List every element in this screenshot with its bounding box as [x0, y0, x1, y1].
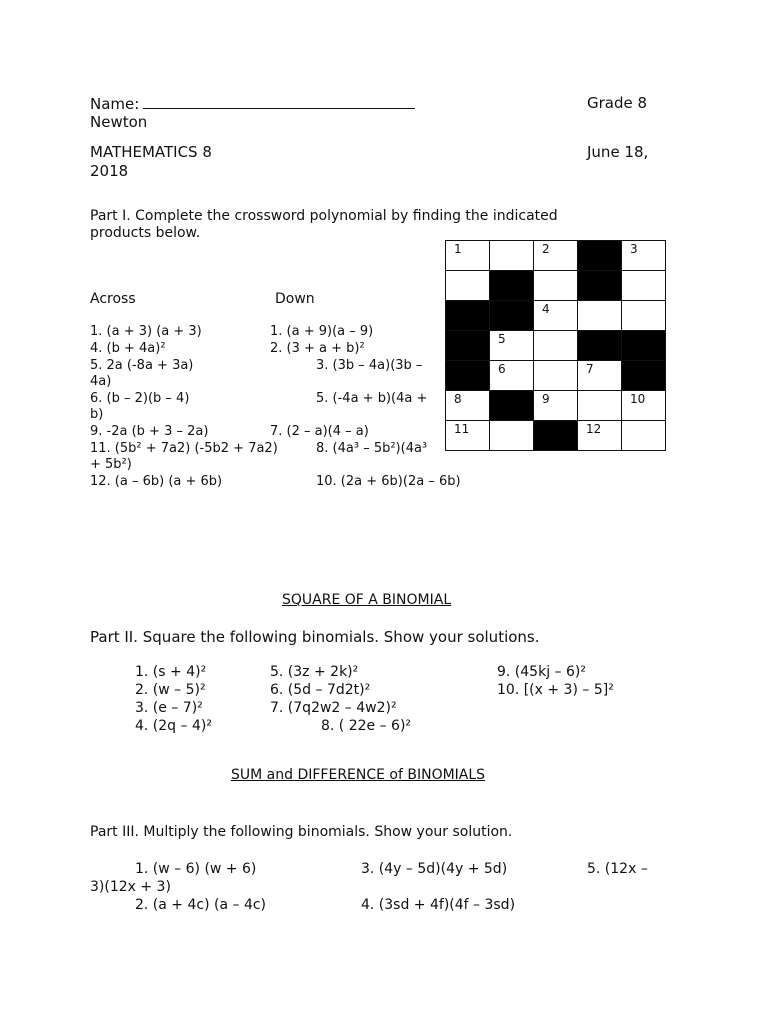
- crossword-cell[interactable]: [490, 331, 534, 361]
- crossword-row: [446, 271, 666, 301]
- crossword-cell-number: 8: [454, 392, 462, 406]
- crossword-row: [446, 361, 666, 391]
- crossword-row: [446, 301, 666, 331]
- crossword-cell[interactable]: [622, 271, 666, 301]
- binomial-item: 9. (45kj – 6)²: [497, 664, 586, 680]
- crossword-cell[interactable]: [446, 421, 490, 451]
- crossword-cell-black: [578, 331, 622, 361]
- subject-label: MATHEMATICS 8: [90, 143, 212, 161]
- crossword-cell-number: 6: [498, 362, 506, 376]
- crossword-cell-number: 4: [542, 302, 550, 316]
- crossword-cell-number: 12: [586, 422, 602, 436]
- crossword-cell[interactable]: [578, 391, 622, 421]
- crossword-cell[interactable]: [534, 361, 578, 391]
- down-clue: 8. (4a³ – 5b²)(4a³: [316, 441, 428, 456]
- down-clue: 3. (3b – 4a)(3b –: [316, 358, 423, 373]
- binomial-item: 7. (7q2w2 – 4w2)²: [270, 700, 397, 716]
- product-item: 2. (a + 4c) (a – 4c): [135, 897, 267, 913]
- part1-instruction-cont: products below.: [90, 225, 201, 241]
- binomial-item: 3. (e – 7)²: [135, 700, 203, 716]
- crossword-row: [446, 331, 666, 361]
- crossword-cell[interactable]: [578, 361, 622, 391]
- crossword-cell-black: [446, 361, 490, 391]
- across-clue: 11. (5b² + 7a2) (-5b2 + 7a2): [90, 441, 278, 456]
- crossword-cell-number: 3: [630, 242, 638, 256]
- product-item-cont: 3)(12x + 3): [90, 879, 171, 895]
- crossword-cell-number: 7: [586, 362, 594, 376]
- crossword-cell-black: [490, 391, 534, 421]
- crossword-cell[interactable]: [534, 331, 578, 361]
- crossword-cell[interactable]: [490, 361, 534, 391]
- date-label: June 18,: [587, 143, 649, 161]
- crossword-cell-number: 10: [630, 392, 646, 406]
- crossword-cell-black: [578, 241, 622, 271]
- crossword-cell[interactable]: [578, 301, 622, 331]
- crossword-cell[interactable]: [490, 241, 534, 271]
- crossword-cell[interactable]: [578, 421, 622, 451]
- crossword-cell-black: [446, 301, 490, 331]
- crossword-cell[interactable]: [446, 241, 490, 271]
- across-clue: 4. (b + 4a)²: [90, 341, 166, 356]
- crossword-cell-black: [490, 301, 534, 331]
- crossword-cell-black: [622, 361, 666, 391]
- crossword-row: [446, 391, 666, 421]
- name-blank-line[interactable]: [143, 94, 415, 109]
- crossword-cell[interactable]: [446, 391, 490, 421]
- across-clue: 9. -2a (b + 3 – 2a): [90, 424, 209, 439]
- grade-label: Grade 8: [587, 94, 648, 112]
- crossword-cell-number: 2: [542, 242, 550, 256]
- crossword-cell[interactable]: [534, 241, 578, 271]
- crossword-cell-black: [578, 271, 622, 301]
- down-clue: 2. (3 + a + b)²: [270, 341, 365, 356]
- section-label: Newton: [90, 113, 148, 131]
- crossword-row: [446, 241, 666, 271]
- product-item: 1. (w – 6) (w + 6): [135, 861, 257, 877]
- across-clue: 5. 2a (-8a + 3a): [90, 358, 194, 373]
- part2-instruction: Part II. Square the following binomials. Show your solutions.: [90, 628, 540, 646]
- crossword-row: [446, 421, 666, 451]
- binomial-item: 5. (3z + 2k)²: [270, 664, 359, 680]
- binomial-item: 6. (5d – 7d2t)²: [270, 682, 371, 698]
- part2-heading: SQUARE OF A BINOMIAL: [282, 592, 452, 608]
- crossword-cell[interactable]: [622, 391, 666, 421]
- crossword-cell-number: 1: [454, 242, 462, 256]
- crossword-cell[interactable]: [534, 301, 578, 331]
- product-item: 4. (3sd + 4f)(4f – 3sd): [361, 897, 516, 913]
- across-clue-cont: 4a): [90, 374, 112, 389]
- part1-instruction: Part I. Complete the crossword polynomial by finding the indicated: [90, 208, 558, 224]
- crossword-cell[interactable]: [534, 271, 578, 301]
- crossword-cell[interactable]: [622, 241, 666, 271]
- down-clue: 5. (-4a + b)(4a +: [316, 391, 428, 406]
- crossword-cell-number: 11: [454, 422, 470, 436]
- across-clue-cont: + 5b²): [90, 457, 132, 472]
- crossword-cell-black: [446, 331, 490, 361]
- down-heading: Down: [275, 291, 315, 307]
- across-clue: 6. (b – 2)(b – 4): [90, 391, 190, 406]
- crossword-grid: [445, 240, 666, 451]
- binomial-item: 1. (s + 4)²: [135, 664, 207, 680]
- crossword-cell[interactable]: [490, 421, 534, 451]
- crossword-cell-black: [490, 271, 534, 301]
- binomial-item: 4. (2q – 4)²: [135, 718, 212, 734]
- binomial-item: 2. (w – 5)²: [135, 682, 206, 698]
- crossword-cell-black: [622, 331, 666, 361]
- across-clue-cont: b): [90, 407, 104, 422]
- crossword-cell[interactable]: [534, 391, 578, 421]
- crossword-cell-number: 9: [542, 392, 550, 406]
- product-item: 5. (12x –: [587, 861, 648, 877]
- name-field[interactable]: [90, 94, 415, 113]
- binomial-item: 8. ( 22e – 6)²: [321, 718, 412, 734]
- crossword-cell-black: [534, 421, 578, 451]
- across-clue: 1. (a + 3) (a + 3): [90, 324, 202, 339]
- product-item: 3. (4y – 5d)(4y + 5d): [361, 861, 508, 877]
- binomial-item: 10. [(x + 3) – 5]²: [497, 682, 614, 698]
- down-clue: 7. (2 – a)(4 – a): [270, 424, 369, 439]
- crossword-cell[interactable]: [622, 301, 666, 331]
- year-label: 2018: [90, 162, 129, 180]
- crossword-cell-number: 5: [498, 332, 506, 346]
- down-clue: 1. (a + 9)(a – 9): [270, 324, 374, 339]
- across-clue: 12. (a – 6b) (a + 6b): [90, 474, 223, 489]
- name-label: Name:: [90, 95, 140, 113]
- down-clue: 10. (2a + 6b)(2a – 6b): [316, 474, 461, 489]
- crossword-cell[interactable]: [622, 421, 666, 451]
- part3-instruction: Part III. Multiply the following binomials. Show your solution.: [90, 824, 513, 840]
- part3-heading: SUM and DIFFERENCE of BINOMIALS: [231, 767, 486, 783]
- across-heading: Across: [90, 291, 136, 307]
- crossword-cell[interactable]: [446, 271, 490, 301]
